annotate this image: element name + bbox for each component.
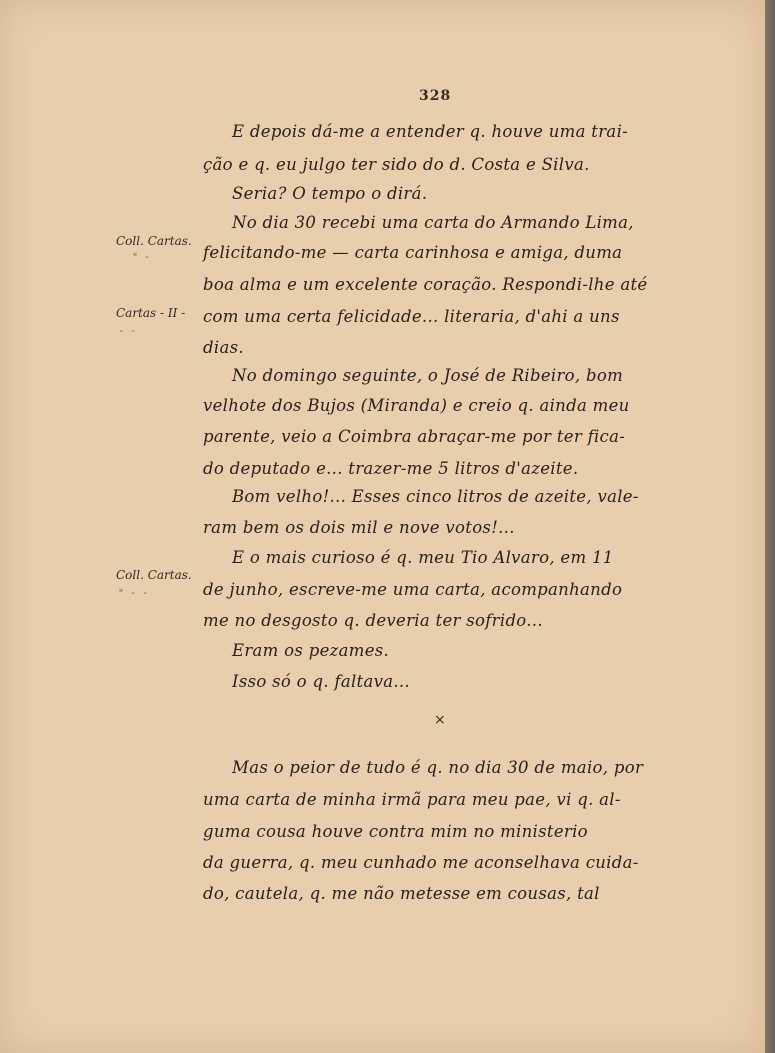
- text-line: parente, veio a Coimbra abraçar-me por ter fica-: [203, 427, 626, 446]
- text-line: de junho, escreve-me uma carta, acompanhando: [203, 580, 623, 599]
- page-number: 328: [419, 88, 452, 104]
- text-line: ção e q. eu julgo ter sido do d. Costa e Silva.: [203, 155, 590, 174]
- margin-note: Coll. Cartas.: [116, 568, 192, 582]
- text-line: Mas o peior de tudo é q. no dia 30 de maio, por: [232, 758, 644, 777]
- text-line: dias.: [203, 338, 244, 357]
- text-line: me no desgosto q. deveria ter sofrido...: [203, 611, 543, 630]
- text-line: ram bem os dois mil e nove votos!...: [203, 518, 515, 537]
- section-separator: ×: [434, 712, 446, 728]
- page-edge: [765, 0, 775, 1053]
- text-line: do deputado e... trazer-me 5 litros d'azeite.: [203, 459, 579, 478]
- text-line: Seria? O tempo o dirá.: [232, 184, 428, 203]
- text-line: Eram os pezames.: [232, 641, 390, 660]
- text-line: com uma certa felicidade... literaria, d'ahi a uns: [203, 307, 620, 326]
- text-line: No domingo seguinte, o José de Ribeiro, bom: [232, 366, 624, 385]
- margin-mark: - -: [118, 326, 137, 337]
- text-line: velhote dos Bujos (Miranda) e creio q. ainda meu: [203, 396, 630, 415]
- margin-note: Cartas - II -: [116, 306, 186, 320]
- text-line: E depois dá-me a entender q. houve uma trai-: [232, 122, 629, 141]
- margin-mark: " -: [132, 252, 151, 263]
- text-line: guma cousa houve contra mim no ministerio: [203, 822, 588, 841]
- text-line: E o mais curioso é q. meu Tio Alvaro, em 11: [232, 548, 614, 567]
- text-line: Bom velho!... Esses cinco litros de azeite, vale-: [232, 487, 639, 506]
- text-line: felicitando-me — carta carinhosa e amiga, duma: [203, 243, 623, 262]
- text-line: da guerra, q. meu cunhado me aconselhava cuida-: [203, 853, 639, 872]
- text-line: boa alma e um excelente coração. Respondi-lhe até: [203, 275, 648, 294]
- margin-note: Coll. Cartas.: [116, 234, 192, 248]
- text-line: uma carta de minha irmã para meu pae, vi q. al-: [203, 790, 621, 809]
- margin-mark: " - -: [118, 588, 149, 599]
- text-line: Isso só o q. faltava...: [232, 672, 410, 691]
- text-line: do, cautela, q. me não metesse em cousas, tal: [203, 884, 600, 903]
- text-line: No dia 30 recebi uma carta do Armando Lima,: [232, 213, 634, 232]
